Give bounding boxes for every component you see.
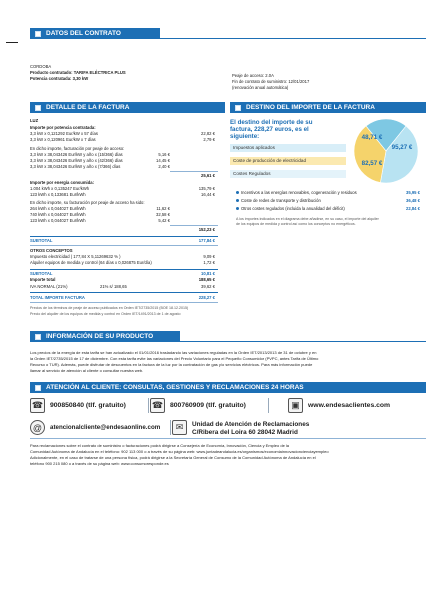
breakdown-text: Incentivos a las energías renovables, cogeneración y residuos (241, 190, 357, 195)
legend-taxes (230, 144, 346, 152)
envelope-icon: ✉ (172, 420, 187, 435)
rule (30, 302, 218, 303)
otros-line: Alquiler equipos de medida y control (64 días x 0,026875 Eur/día) (30, 260, 152, 265)
subtotal2-label: SUBTOTAL (30, 271, 53, 276)
rule (170, 171, 218, 172)
attention-header (30, 382, 426, 393)
legend-regulated-label: Costes Regulados (233, 171, 271, 176)
contract-power: Potencia contratada: 3,30 kW (30, 76, 89, 81)
peaje-line-amount: 14,45 € (156, 158, 170, 163)
destination-note: de los equipos de medida y control así como los conceptos no energéticos. (236, 222, 356, 226)
destination-intro: factura, 228,27 euros, es el (230, 126, 309, 133)
attention-footer-text: Adicionalmente, en el caso de tratarse de una persona física, podrá dirigirse a la Secretaría General de Consumo de la Comunidad Autónoma de Andalucía en el (30, 455, 316, 460)
energy-line: 1.004 kWh x 0,135247 Eur/kWh (30, 186, 90, 191)
footnote: Precios de los términos de peaje de acceso publicados en Orden IET/2735/2015 (BOE 18.12.2015) (30, 306, 189, 310)
margin-mark (6, 42, 18, 43)
footnote: Precio del alquiler de los equipos de medida y control en Orden IET/1491/2013 de 1 de agosto (30, 312, 181, 316)
energy-peaje-note: En dicho importe, su facturación por peaje de acceso ha sido: (30, 200, 145, 205)
legend-production (230, 157, 346, 165)
iva-label: IVA NORMAL (21%) (30, 284, 68, 289)
divider (268, 398, 269, 413)
phone-icon: ☎ (150, 398, 165, 413)
claims-unit-title: Unidad de Atención de Reclamaciones (192, 421, 310, 428)
attention-footer-text: Comunidad Autónoma de Andalucía en el teléfono: 902 113 000 o a través de su página web: www.juntadeandalucia.es/organismos/economiainnovacioncienciayempleo (30, 449, 329, 454)
contract-peaje: Peaje de acceso: 2.0A (232, 73, 274, 78)
peaje-note: En dicho importe, facturación por peaje de acceso: (30, 146, 125, 151)
attention-footer-text: teléfono 900 215 080 o a través de su página web: www.consumoresponde.es (30, 461, 169, 466)
square-icon (235, 105, 241, 111)
destination-intro: siguiente: (230, 133, 260, 140)
email-link[interactable]: atencionalcliente@endesaonline.com (50, 424, 161, 431)
divider (170, 420, 171, 435)
bullet-icon (236, 207, 239, 210)
phone-number-1[interactable]: 900850840 (tlf. gratuito) (50, 402, 126, 409)
breakdown-row (236, 190, 357, 195)
energy-line-amount: 135,79 € (198, 186, 215, 191)
breakdown-amount: 22,84 € (406, 206, 420, 211)
rule (30, 269, 218, 270)
peaje-line-amount: 2,40 € (158, 164, 170, 169)
square-icon (35, 385, 41, 391)
contract-end-date: Fin de contrato de suministro: 12/01/2017 (232, 79, 310, 84)
product-text: Recurso o TUR). Además, puede disfrutar de descuentos en la factura de la luz por la contratación de gas y/o servicios eléctricos. Para más información puede (30, 362, 313, 367)
energy-peaje-amount: 11,62 € (156, 206, 170, 211)
legend-regulated (230, 170, 346, 178)
attention-footer-text: Para reclamaciones sobre el contrato de suministro o facturaciones podrá dirigirse a Consejería de Economía, Innovación, Ciencia y Empleo de la (30, 443, 290, 448)
contract-header (30, 28, 160, 39)
energy-title: Importe por energía consumida: (30, 180, 94, 185)
phone-icon: ☎ (30, 398, 45, 413)
peaje-line: 3,3 kW x 38,043426 Eur/kW y año x (15/366) días (30, 152, 123, 157)
contract-header-label: DATOS DEL CONTRATO (46, 30, 121, 37)
details-header-label: DETALLE DE LA FACTURA (46, 104, 130, 111)
claims-unit-address: C/Ribera del Loira 60 28042 Madrid (192, 429, 298, 436)
energy-peaje-amount: 32,58 € (156, 212, 170, 217)
divider (148, 398, 149, 413)
energy-peaje-line: 123 kWh x 0,044027 Eur/kWh (30, 218, 86, 223)
total-label: TOTAL IMPORTE FACTURA (30, 295, 85, 300)
destination-note: A los importes indicados en el diagrama debe añadirse, en su caso, el importe del alquiler (236, 217, 379, 221)
breakdown-text: Otros costes regulados (incluida la anualidad del déficit) (241, 206, 345, 211)
total-value: 228,27 € (198, 295, 215, 300)
pie-label-1: 95,27 € (391, 144, 413, 151)
power-total: 25,61 € (201, 173, 215, 178)
details-header (30, 102, 225, 113)
peaje-line-amount: 5,16 € (158, 152, 170, 157)
otros-line-amount: 9,09 € (203, 254, 215, 259)
luz-label: LUZ (30, 118, 39, 123)
product-text: llamar al servicio de atención al cliente o consultar nuestra web. (30, 368, 144, 373)
power-title: Importe por potencia contratada: (30, 125, 96, 130)
contract-product: Producto contratado: TARIFA ELÉCTRICA PLUS (30, 70, 126, 75)
phone-number-2[interactable]: 800760909 (tlf. gratuito) (170, 402, 246, 409)
peaje-line: 3,3 kW x 38,043426 Eur/kW y año x (42/366) días (30, 158, 123, 163)
pie-label-0: 48,71 € (361, 134, 383, 141)
rule (30, 236, 218, 237)
energy-peaje-line: 740 kWh x 0,044027 Eur/kWh (30, 212, 86, 217)
square-icon (35, 105, 41, 111)
energy-peaje-amount: 5,42 € (158, 218, 170, 223)
computer-icon: ▣ (288, 398, 303, 413)
legend-taxes-label: Impuestos aplicados (233, 145, 275, 150)
destination-pie-chart (346, 116, 426, 186)
importe-total-label: Importe total (30, 277, 56, 282)
bullet-icon (236, 191, 239, 194)
square-icon (35, 31, 41, 37)
energy-line: 123 kWh x 0,133681 Eur/kWh (30, 192, 86, 197)
iva-value: 39,62 € (201, 284, 215, 289)
subtotal2-value: 10,81 € (201, 271, 215, 276)
otros-title: OTROS CONCEPTOS (30, 248, 73, 253)
product-header-label: INFORMACIÓN DE SU PRODUCTO (46, 333, 154, 340)
rule (30, 438, 426, 439)
subtotal-label: SUBTOTAL (30, 238, 53, 243)
destination-header (230, 102, 426, 113)
rule (30, 245, 218, 246)
breakdown-amount: 36,48 € (406, 198, 420, 203)
power-line-amount: 2,79 € (203, 137, 215, 142)
attention-header-label: ATENCIÓN AL CLIENTE: CONSULTAS, GESTIONES Y RECLAMACIONES 24 HORAS (46, 384, 304, 391)
contract-header-rule (160, 38, 426, 39)
pie-label-2: 82,57 € (361, 160, 383, 167)
square-icon (35, 334, 41, 340)
power-line: 3,3 kW x 0,121292 Eur/kW x 57 días (30, 131, 98, 136)
product-text: Los precios de la energía de esta tarifa se han actualizado el 01/01/2016 trasladando las variaciones reguladas en la Orden IET/2013/2013 de 31 de octubre y en (30, 350, 317, 355)
contract-renewal: (renovación anual automática) (232, 85, 289, 90)
rule (170, 225, 218, 226)
energy-total: 152,23 € (198, 227, 215, 232)
destination-header-label: DESTINO DEL IMPORTE DE LA FACTURA (246, 104, 375, 111)
breakdown-text: Coste de redes de transporte y distribución (241, 198, 321, 203)
rule (30, 292, 218, 293)
product-header (30, 331, 180, 342)
iva-calc: 21% s/ 188,65 (100, 284, 127, 289)
breakdown-row (236, 206, 345, 211)
destination-intro: El destino del importe de su (230, 119, 313, 126)
breakdown-row (236, 198, 321, 203)
otros-line-amount: 1,72 € (203, 260, 215, 265)
bullet-icon (236, 199, 239, 202)
energy-peaje-line: 264 kWh x 0,044027 Eur/kWh (30, 206, 86, 211)
subtotal-value: 177,84 € (198, 238, 215, 243)
legend-production-label: Coste de producción de electricidad (233, 158, 307, 163)
website-link[interactable]: www.endesaclientes.com (308, 402, 391, 409)
at-sign-icon: @ (30, 420, 45, 435)
product-header-rule (180, 341, 426, 342)
energy-line-amount: 16,44 € (201, 192, 215, 197)
product-text: la Orden IET/2735/2015 de 17 de diciembre. Con esta tarifa evite las variaciones del Precio Voluntario para el Pequeño Consumidor (PVPC, antes Tarifa de Último (30, 356, 319, 361)
power-line: 3,3 kW x 0,120961 Eur/kW x 7 días (30, 137, 96, 142)
breakdown-amount: 35,95 € (406, 190, 420, 195)
peaje-line: 3,3 kW x 38,043426 Eur/kW y año x (7/366) días (30, 164, 121, 169)
power-line-amount: 22,82 € (201, 131, 215, 136)
otros-line: Impuesto electricidad ( 177,84 X 5,11269632 % ) (30, 254, 121, 259)
contract-city: CORDOBA (30, 64, 52, 69)
importe-total-value: 188,65 € (198, 277, 215, 282)
